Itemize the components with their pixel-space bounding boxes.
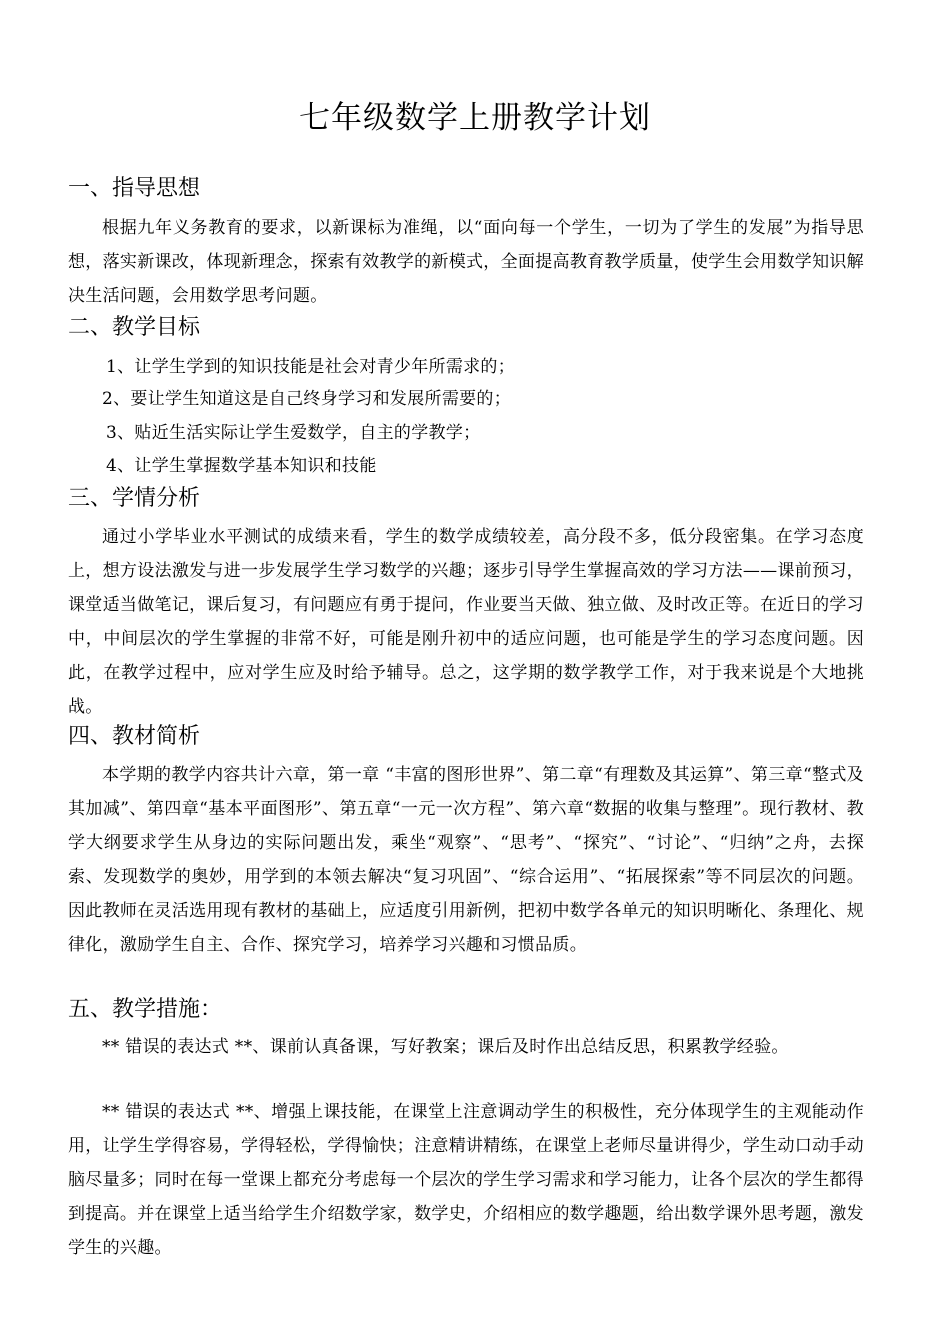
- section-paragraph: 通过小学毕业水平测试的成绩来看，学生的数学成绩较差，高分段不多，低分段密集。在学习态度上，想方设法激发与进一步发展学生学习数学的兴趣；逐步引导学生掌握高效的学习方法——课前预习，课堂适当做笔记，课后复习，有问题应有勇于提问，作业要当天做、独立做、及时改正等。在近日的学习中，中间层次的学生掌握的非常不好，可能是刚升初中的适应问题，也可能是学生的学习态度问题。因此，在教学过程中，应对学生应及时给予辅导。总之，这学期的数学教学工作，对于我来说是个大地挑战。: [68, 527, 864, 717]
- goal-list-item: 1、让学生学到的知识技能是社会对青少年所需求的；: [106, 357, 516, 377]
- section-heading-textbook-analysis: 四、教材简析: [68, 724, 201, 749]
- section-paragraph: ** 错误的表达式 **、增强上课技能，在课堂上注意调动学生的积极性，充分体现学生的主观能动作用，让学生学得容易，学得轻松，学得愉快；注意精讲精练，在课堂上老师尽量讲得少，学生动口动手动脑尽量多；同时在每一堂课上都充分考虑每一个层次的学生学习需求和学习能力，让各个层次的学生都得到提高。并在课堂上适当给学生介绍数学家，数学史，介绍相应的数学趣题，给出数学课外思考题，激发学生的兴趣。: [68, 1102, 864, 1258]
- goal-list-item: 3、贴近生活实际让学生爱数学，自主的学教学；: [106, 423, 481, 443]
- document-title: 七年级数学上册教学计划: [299, 100, 651, 136]
- section-heading-guiding-thought: 一、指导思想: [68, 176, 201, 201]
- goal-list-item: 4、让学生掌握数学基本知识和技能: [106, 456, 377, 476]
- section-heading-student-analysis: 三、学情分析: [68, 486, 201, 511]
- section-paragraph: 本学期的教学内容共计六章，第一章 “丰富的图形世界”、第二章“有理数及其运算”、第三章“整式及其加减”、第四章“基本平面图形”、第五章“一元一次方程”、第六章“数据的收集与整理”。现行教材、教学大纲要求学生从身边的实际问题出发，乘坐“观察”、“思考”、“探究”、“讨论”、“归纳”之舟，去探索、发现数学的奥妙，用学到的本领去解决“复习巩固”、“综合运用”、“拓展探索”等不同层次的问题。因此教师在灵活选用现有教材的基础上，应适度引用新例，把初中数学各单元的知识明晰化、条理化、规律化，激励学生自主、合作、探究学习，培养学习兴趣和习惯品质。: [68, 765, 864, 955]
- section-paragraph: 根据九年义务教育的要求，以新课标为准绳，以“面向每一个学生，一切为了学生的发展”为指导思想，落实新课改，体现新理念，探索有效教学的新模式，全面提高教育教学质量，使学生会用数学知识解决生活问题，会用数学思考问题。: [68, 218, 864, 306]
- section-paragraph: ** 错误的表达式 **、课前认真备课，写好教案；课后及时作出总结反思，积累教学经验。: [102, 1037, 789, 1057]
- section-heading-teaching-goals: 二、教学目标: [68, 315, 201, 340]
- goal-list-item: 2、要让学生知道这是自己终身学习和发展所需要的；: [102, 389, 512, 409]
- section-heading-teaching-measures: 五、教学措施：: [68, 997, 223, 1022]
